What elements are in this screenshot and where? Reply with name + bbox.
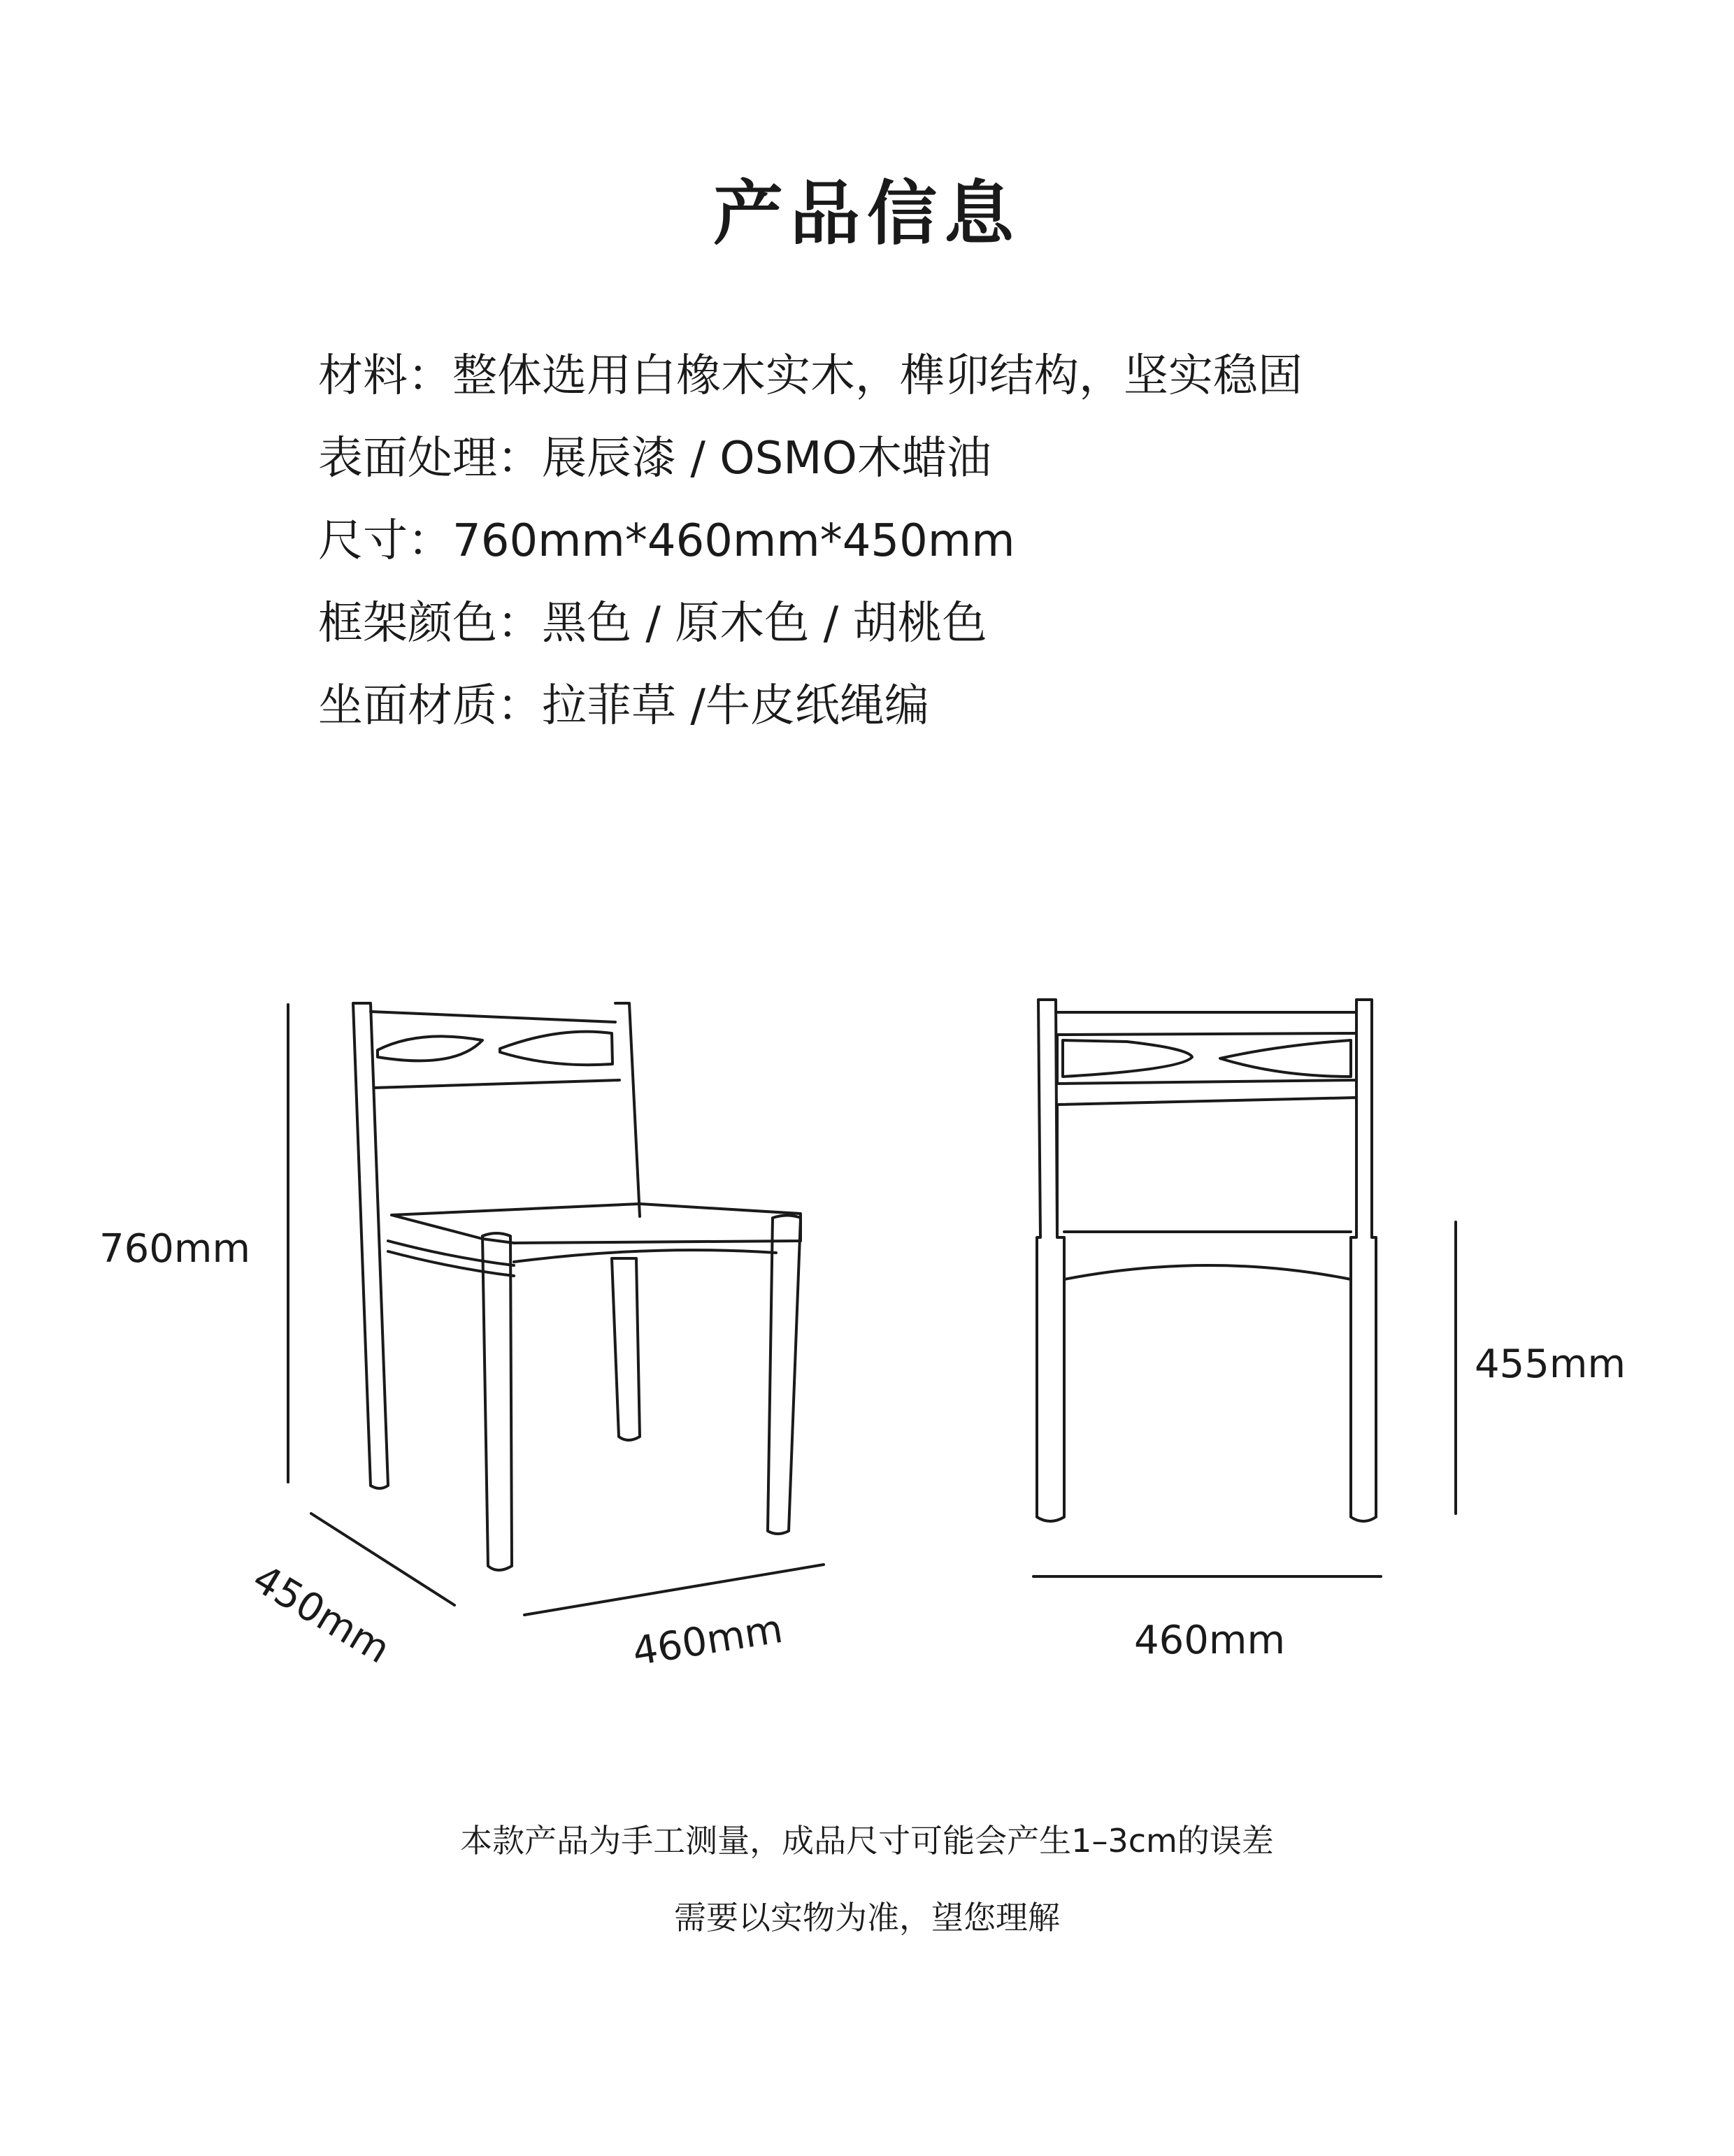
chair-front-left-leg bbox=[482, 1233, 512, 1570]
chair-seat bbox=[392, 1204, 801, 1243]
chair-side-view bbox=[353, 1003, 801, 1570]
spec-label: 表面处理： bbox=[318, 433, 542, 484]
spec-label: 材料： bbox=[318, 350, 452, 402]
spec-value: 黑色 / 原木色 / 胡桃色 bbox=[542, 598, 987, 649]
chair-front-seat-rail bbox=[1064, 1258, 1351, 1279]
chair-seat-apron bbox=[388, 1241, 514, 1276]
measurement-note: 本款产品为手工测量，成品尺寸可能会产生1–3cm的误差 bbox=[460, 1822, 1274, 1860]
measurement-note-2: 需要以实物为准，望您理解 bbox=[674, 1899, 1060, 1936]
chair-front-back-panel bbox=[1057, 1098, 1356, 1234]
dimension-line-depth bbox=[311, 1514, 454, 1605]
chair-front-cutout-right bbox=[1220, 1040, 1351, 1077]
spec-label: 框架颜色： bbox=[318, 598, 542, 649]
label-front-width: 460mm bbox=[1134, 1618, 1285, 1663]
chair-back-cutout-left bbox=[378, 1036, 482, 1061]
chair-mid-rail bbox=[374, 1080, 619, 1088]
label-side-depth: 450mm bbox=[245, 1555, 398, 1673]
label-side-width: 460mm bbox=[629, 1606, 786, 1675]
chair-front-right-post bbox=[1351, 1000, 1376, 1521]
label-front-seat-height: 455mm bbox=[1475, 1342, 1626, 1387]
label-side-height: 760mm bbox=[99, 1226, 250, 1272]
spec-value: 拉菲草 /牛皮纸绳编 bbox=[542, 680, 929, 732]
chair-back-left-post bbox=[353, 1003, 388, 1488]
spec-value: 展辰漆 / OSMO木蜡油 bbox=[542, 433, 991, 484]
chair-top-rail bbox=[371, 1012, 615, 1022]
chair-front-right-leg bbox=[768, 1216, 801, 1535]
chair-front-cutout-left bbox=[1063, 1040, 1192, 1077]
chair-back-right-post bbox=[615, 1003, 640, 1216]
chair-front-view bbox=[1037, 1000, 1376, 1521]
page-title: 产品信息 bbox=[713, 173, 1021, 254]
spec-value: 760mm*460mm*450mm bbox=[452, 515, 1015, 567]
spec-value: 整体选用白橡木实木，榫卯结构，坚实稳固 bbox=[452, 350, 1303, 402]
chair-back-cutout-right bbox=[500, 1032, 612, 1065]
chair-seat-front-rail bbox=[514, 1250, 776, 1262]
spec-label: 坐面材质： bbox=[318, 680, 542, 732]
chair-front-left-post bbox=[1037, 1000, 1064, 1521]
chair-back-right-leg bbox=[612, 1258, 640, 1440]
spec-label: 尺寸： bbox=[318, 515, 452, 567]
